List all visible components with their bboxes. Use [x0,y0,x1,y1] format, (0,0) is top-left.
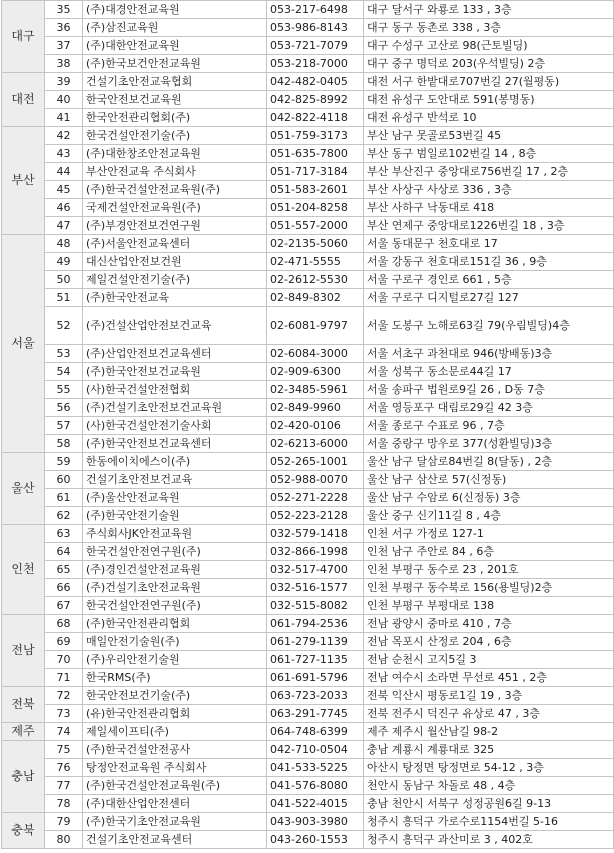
address: 전남 목포시 산정로 204 , 6층 [364,633,614,651]
table-row [2,543,614,561]
region-cell: 대전 [2,73,45,127]
region-cell: 전북 [2,687,45,723]
phone-number: 043-260-1553 [267,831,364,849]
phone-number: 042-822-4118 [267,109,364,127]
address: 부산 사하구 낙동대로 418 [364,199,614,217]
phone-number: 051-759-3173 [267,127,364,145]
institute-name: (주)산업안전보건교육센터 [83,345,267,363]
region-cell: 부산 [2,127,45,235]
address: 부산 사상구 사상로 336 , 3층 [364,181,614,199]
phone-number: 02-6213-6000 [267,435,364,453]
row-number: 77 [45,777,83,795]
address: 대구 중구 명덕로 203(우석빌딩) 2층 [364,55,614,73]
institute-name: 매일안전기술원(주) [83,633,267,651]
row-number: 43 [45,145,83,163]
address: 서울 동대문구 천호대로 17 [364,235,614,253]
phone-number: 02-471-5555 [267,253,364,271]
phone-number: 061-794-2536 [267,615,364,633]
row-number: 46 [45,199,83,217]
institute-name: (주)대한산업안전센터 [83,795,267,813]
table-row [2,561,614,579]
phone-number: 052-271-2228 [267,489,364,507]
address: 대전 서구 한밭대로707번길 27(월평동) [364,73,614,91]
phone-number: 042-825-8992 [267,91,364,109]
table-row [2,525,614,543]
table-row [2,633,614,651]
institute-name: (주)대한창조안전교육원 [83,145,267,163]
row-number: 44 [45,163,83,181]
phone-number: 063-291-7745 [267,705,364,723]
phone-number: 042-710-0504 [267,741,364,759]
region-cell: 충남 [2,741,45,813]
institute-name: 한국RMS(주) [83,669,267,687]
table-row [2,109,614,127]
address: 울산 남구 수암로 6(신정동) 3층 [364,489,614,507]
table-row [2,307,614,345]
table-row [2,417,614,435]
institute-name: (주)서울안전교육센터 [83,235,267,253]
row-number: 73 [45,705,83,723]
address: 서울 중랑구 망우로 377(성환빌딩)3층 [364,435,614,453]
phone-number: 061-279-1139 [267,633,364,651]
table-row [2,55,614,73]
table-row [2,235,614,253]
address: 대전 유성구 도안대로 591(봉명동) [364,91,614,109]
institute-name: (주)건설기초안전보건교육원 [83,399,267,417]
table-row [2,435,614,453]
table-row [2,345,614,363]
address: 충남 계룡시 계룡대로 325 [364,741,614,759]
training-institutes-table [1,0,614,849]
table-row [2,741,614,759]
row-number: 56 [45,399,83,417]
institute-name: 탕정안전교육원 주식회사 [83,759,267,777]
row-number: 47 [45,217,83,235]
institute-name: 제일건설안전기술(주) [83,271,267,289]
institute-name: (주)건설기초안전교육원 [83,579,267,597]
table-row [2,363,614,381]
region-cell: 대구 [2,1,45,73]
phone-number: 02-420-0106 [267,417,364,435]
institute-name: 한국안전보건교육원 [83,91,267,109]
table-row [2,199,614,217]
phone-number: 02-849-9960 [267,399,364,417]
phone-number: 053-217-6498 [267,1,364,19]
address: 인천 부평구 동수로 23 , 201호 [364,561,614,579]
table-row [2,759,614,777]
phone-number: 052-223-2128 [267,507,364,525]
row-number: 60 [45,471,83,489]
institute-name: (사)한국건설안전기술사회 [83,417,267,435]
table-row [2,597,614,615]
table-row [2,651,614,669]
address: 아산시 탕정면 탕정면로 54-12 , 3층 [364,759,614,777]
address: 서울 구로구 경인로 661 , 5층 [364,271,614,289]
address: 전북 익산시 평동로1길 19 , 3층 [364,687,614,705]
table-row [2,289,614,307]
address: 전남 광양시 중마로 410 , 7층 [364,615,614,633]
table-row [2,669,614,687]
region-cell: 울산 [2,453,45,525]
region-cell: 인천 [2,525,45,615]
institute-name: (주)부경안전보건연구원 [83,217,267,235]
table-row [2,37,614,55]
address: 청주시 흥덕구 가로수로1154번길 5-16 [364,813,614,831]
address: 인천 부평구 부평대로 138 [364,597,614,615]
address: 천안시 동남구 차돌로 48 , 4층 [364,777,614,795]
row-number: 41 [45,109,83,127]
address: 인천 서구 가정로 127-1 [364,525,614,543]
institute-name: (주)한국안전보건교육센터 [83,435,267,453]
address: 서울 종로구 수표로 96 , 7층 [364,417,614,435]
institute-name: (주)우리안전기술원 [83,651,267,669]
table-row [2,579,614,597]
row-number: 37 [45,37,83,55]
institute-name: 한국안전보건기술(주) [83,687,267,705]
phone-number: 032-515-8082 [267,597,364,615]
address: 청주시 흥덕구 과산미로 3 , 402호 [364,831,614,849]
row-number: 55 [45,381,83,399]
address: 전북 전주시 덕진구 유상로 47 , 3층 [364,705,614,723]
institute-name: 주식회사JK안전교육원 [83,525,267,543]
row-number: 61 [45,489,83,507]
address: 전남 순천시 고지5길 3 [364,651,614,669]
address: 서울 영등포구 대림로29길 42 3층 [364,399,614,417]
institute-name: (주)한국안전기술원 [83,507,267,525]
address: 부산 부산진구 중앙대로756번길 17 , 2층 [364,163,614,181]
table-row [2,471,614,489]
row-number: 79 [45,813,83,831]
phone-number: 02-909-6300 [267,363,364,381]
phone-number: 061-727-1135 [267,651,364,669]
institute-name: (주)대경안전교육원 [83,1,267,19]
table-row [2,381,614,399]
table-row [2,813,614,831]
table-row [2,723,614,741]
address: 서울 강동구 천호대로151길 36 , 9층 [364,253,614,271]
region-cell: 제주 [2,723,45,741]
phone-number: 042-482-0405 [267,73,364,91]
institute-name: (주)울산안전교육원 [83,489,267,507]
row-number: 58 [45,435,83,453]
address: 인천 부평구 동수북로 156(용빌딩)2층 [364,579,614,597]
address: 부산 동구 범일로102번길 14 , 8층 [364,145,614,163]
institute-name: (주)한국건설안전공사 [83,741,267,759]
row-number: 57 [45,417,83,435]
phone-number: 02-849-8302 [267,289,364,307]
phone-number: 02-3485-5961 [267,381,364,399]
institute-name: (주)한국안전관리협회 [83,615,267,633]
table-row [2,453,614,471]
table-row [2,91,614,109]
row-number: 78 [45,795,83,813]
row-number: 67 [45,597,83,615]
row-number: 38 [45,55,83,73]
phone-number: 032-516-1577 [267,579,364,597]
institute-name: (주)한국안전보건교육원 [83,363,267,381]
row-number: 39 [45,73,83,91]
row-number: 42 [45,127,83,145]
table-row [2,705,614,723]
institute-name: 한국안전관리협회(주) [83,109,267,127]
phone-number: 052-988-0070 [267,471,364,489]
row-number: 45 [45,181,83,199]
phone-number: 041-533-5225 [267,759,364,777]
institute-name: 한국건설안전연구원(주) [83,543,267,561]
address: 서울 송파구 법원로9길 26 , D동 7층 [364,381,614,399]
row-number: 68 [45,615,83,633]
institute-name: 한국건설안전연구원(주) [83,597,267,615]
row-number: 50 [45,271,83,289]
row-number: 40 [45,91,83,109]
table-row [2,507,614,525]
region-cell: 전남 [2,615,45,687]
institute-name: (주)한국보건안전교육원 [83,55,267,73]
phone-number: 032-579-1418 [267,525,364,543]
phone-number: 051-717-3184 [267,163,364,181]
table-row [2,127,614,145]
address: 울산 남구 달삼로84번길 8(달동) , 2층 [364,453,614,471]
table-row [2,145,614,163]
address: 부산 남구 못골로53번길 45 [364,127,614,145]
row-number: 49 [45,253,83,271]
address: 제주 제주시 월산남길 98-2 [364,723,614,741]
row-number: 74 [45,723,83,741]
institute-name: 부산안전교육 주식회사 [83,163,267,181]
address: 대구 수성구 고산로 98(근토빌딩) [364,37,614,55]
table-row [2,687,614,705]
region-cell: 충북 [2,813,45,849]
address: 울산 남구 삼산로 57(신정동) [364,471,614,489]
table-row [2,217,614,235]
institute-name: (주)경인건설안전교육원 [83,561,267,579]
institute-name: (주)삼진교육원 [83,19,267,37]
row-number: 59 [45,453,83,471]
table-row [2,73,614,91]
table-row [2,831,614,849]
phone-number: 041-576-8080 [267,777,364,795]
institute-name: 한동에이치에스이(주) [83,453,267,471]
phone-number: 02-6084-3000 [267,345,364,363]
phone-number: 052-265-1001 [267,453,364,471]
row-number: 64 [45,543,83,561]
phone-number: 032-517-4700 [267,561,364,579]
institute-name: (주)건설산업안전보건교육 [83,307,267,345]
row-number: 51 [45,289,83,307]
row-number: 52 [45,307,83,345]
table-row [2,181,614,199]
institute-name: (주)한국건설안전교육원(주) [83,777,267,795]
phone-number: 053-218-7000 [267,55,364,73]
row-number: 48 [45,235,83,253]
institute-name: 한국건설안전기술(주) [83,127,267,145]
row-number: 75 [45,741,83,759]
institute-name: (사)한국건설안전협회 [83,381,267,399]
address: 서울 서초구 과천대로 946(방배동)3층 [364,345,614,363]
phone-number: 053-986-8143 [267,19,364,37]
institute-name: (주)한국건설안전교육원(주) [83,181,267,199]
table-row [2,271,614,289]
address: 대구 동구 동촌로 338 , 3층 [364,19,614,37]
table-row [2,489,614,507]
table-row [2,163,614,181]
institute-name: 제일세이프티(주) [83,723,267,741]
address: 서울 도봉구 노해로63길 79(우림빌딩)4층 [364,307,614,345]
address: 전남 여수시 소라면 무선로 451 , 2층 [364,669,614,687]
table-row [2,777,614,795]
phone-number: 041-522-4015 [267,795,364,813]
row-number: 71 [45,669,83,687]
phone-number: 051-583-2601 [267,181,364,199]
table-row [2,253,614,271]
table-row [2,19,614,37]
row-number: 54 [45,363,83,381]
institute-name: (주)한국안전교육 [83,289,267,307]
institute-name: 대신산업안전보건원 [83,253,267,271]
table-row [2,1,614,19]
phone-number: 061-691-5796 [267,669,364,687]
table-row [2,795,614,813]
address: 인천 남구 주안로 84 , 6층 [364,543,614,561]
address: 부산 연제구 중앙대로1226번길 18 , 3층 [364,217,614,235]
address: 울산 중구 신기11길 8 , 4층 [364,507,614,525]
phone-number: 051-204-8258 [267,199,364,217]
row-number: 69 [45,633,83,651]
phone-number: 051-635-7800 [267,145,364,163]
table-row [2,399,614,417]
phone-number: 02-2135-5060 [267,235,364,253]
table-row [2,615,614,633]
phone-number: 051-557-2000 [267,217,364,235]
address: 대전 유성구 반석로 10 [364,109,614,127]
row-number: 35 [45,1,83,19]
row-number: 53 [45,345,83,363]
institute-name: (주)대한안전교육원 [83,37,267,55]
row-number: 62 [45,507,83,525]
row-number: 65 [45,561,83,579]
row-number: 76 [45,759,83,777]
address: 충남 천안시 서북구 성정공원6길 9-13 [364,795,614,813]
address: 서울 성북구 동소문로44길 17 [364,363,614,381]
row-number: 36 [45,19,83,37]
address: 서울 구로구 디지털로27길 127 [364,289,614,307]
institute-name: (주)한국기초안전교육원 [83,813,267,831]
institute-name: 건설기초안전보건교육 [83,471,267,489]
row-number: 70 [45,651,83,669]
phone-number: 053-721-7079 [267,37,364,55]
institute-name: 건설기초안전교육협회 [83,73,267,91]
table-body [2,1,614,849]
phone-number: 02-6081-9797 [267,307,364,345]
institute-name: (유)한국안전관리협회 [83,705,267,723]
institute-name: 건설기초안전교육센터 [83,831,267,849]
row-number: 66 [45,579,83,597]
phone-number: 043-903-3980 [267,813,364,831]
phone-number: 063-723-2033 [267,687,364,705]
address: 대구 달서구 와룡로 133 , 3층 [364,1,614,19]
row-number: 63 [45,525,83,543]
institute-name: 국제건설안전교육원(주) [83,199,267,217]
row-number: 80 [45,831,83,849]
region-cell: 서울 [2,235,45,453]
phone-number: 064-748-6399 [267,723,364,741]
row-number: 72 [45,687,83,705]
phone-number: 032-866-1998 [267,543,364,561]
phone-number: 02-2612-5530 [267,271,364,289]
